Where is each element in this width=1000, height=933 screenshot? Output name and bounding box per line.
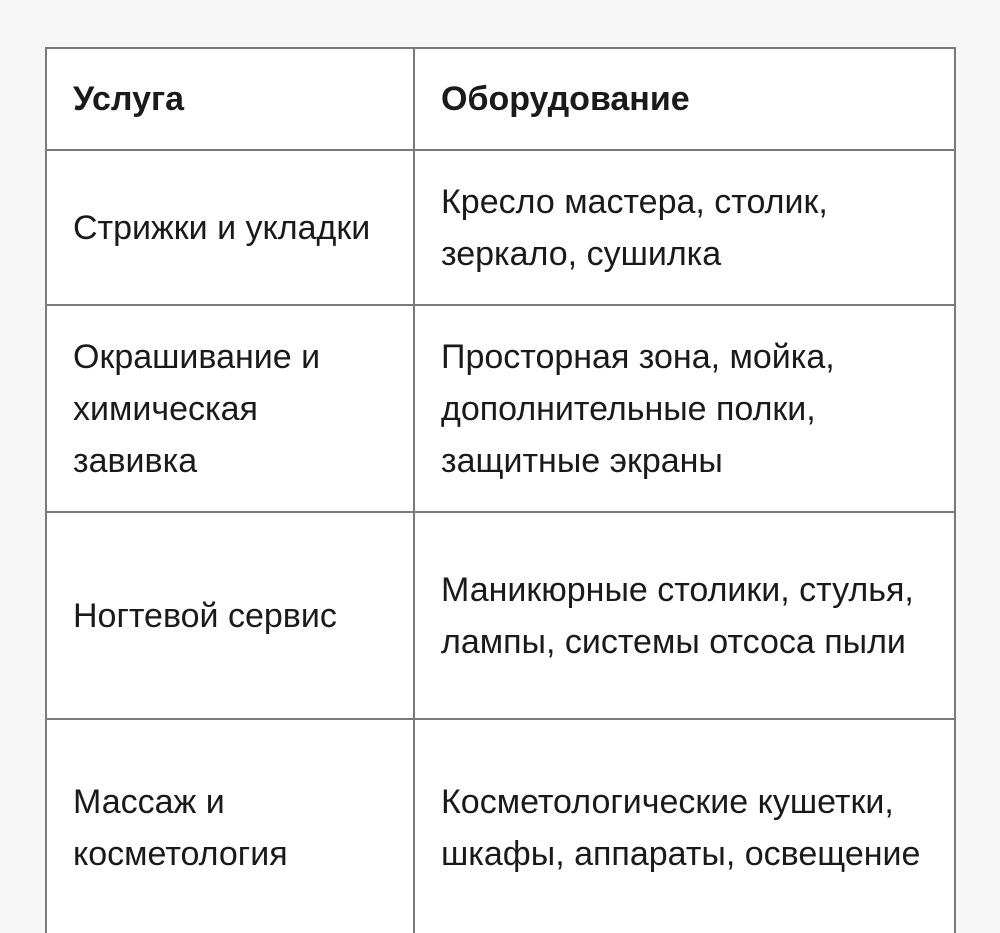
cell-service: Стрижки и укладки bbox=[46, 150, 414, 305]
table-row bbox=[46, 150, 955, 305]
cell-equipment: Косметологические кушетки, шкафы, аппараты, освещение bbox=[414, 719, 955, 933]
table-row bbox=[46, 305, 955, 512]
header-service: Услуга bbox=[46, 48, 414, 150]
cell-service: Окрашивание и химическая завивка bbox=[46, 305, 414, 512]
services-table-container bbox=[45, 47, 956, 933]
cell-equipment: Просторная зона, мойка, дополнительные полки, защитные экраны bbox=[414, 305, 955, 512]
table-row bbox=[46, 719, 955, 933]
table-row bbox=[46, 512, 955, 719]
services-equipment-table bbox=[45, 47, 956, 933]
cell-equipment: Кресло мастера, столик, зеркало, сушилка bbox=[414, 150, 955, 305]
cell-service: Массаж и косметология bbox=[46, 719, 414, 933]
table-header-row bbox=[46, 48, 955, 150]
cell-service: Ногтевой сервис bbox=[46, 512, 414, 719]
cell-equipment: Маникюрные столики, стулья, лампы, системы отсоса пыли bbox=[414, 512, 955, 719]
header-equipment: Оборудование bbox=[414, 48, 955, 150]
